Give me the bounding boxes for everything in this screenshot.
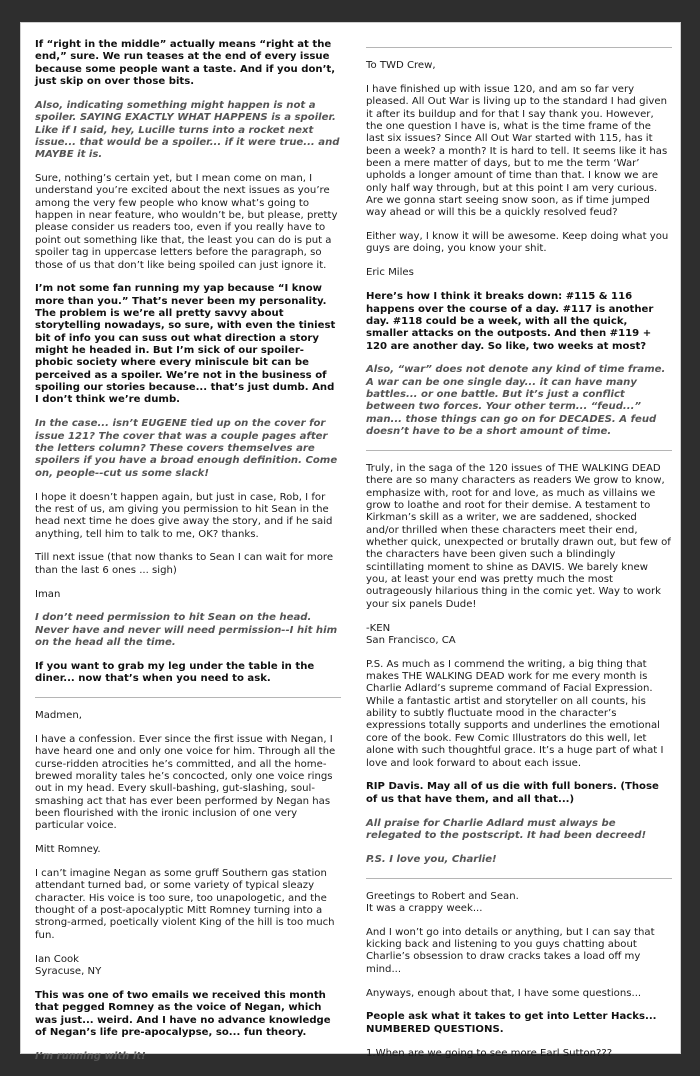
editor-aside: P.S. I love you, Charlie! <box>366 853 497 865</box>
editor-aside: Also, “war” does not denote any kind of time frame. A war can be one single day... it can have many battles... or one battle. But it’s just a conflict between two forces. Your other term... “feud...” man... those things can go on for DECADES. A feud doesn’t have to be a short amount of time. <box>366 364 666 438</box>
letter-paragraph: To TWD Crew, <box>366 60 436 71</box>
letter-paragraph: Mitt Romney. <box>35 844 101 856</box>
editor-aside: Also, indicating something might happen is not a spoiler. SAYING EXACTLY WHAT HAPPENS is a spoiler. Like if I said, hey, Lucille turns into a rocket next issue... that would be a spoiler... if it were true... and MAYBE it is. <box>35 99 340 161</box>
section-divider <box>366 450 672 451</box>
letter-paragraph: Ian Cook Syracuse, NY <box>35 953 102 977</box>
letter-paragraph: Till next issue (that now thanks to Sean I can wait for more than the last 6 ones ... sigh) <box>35 552 334 576</box>
editor-reply: This was one of two emails we received this month that pegged Romney as the voice of Negan, which was just... weird. And I have no advance knowledge of Negan’s life pre-apocalypse, so... fun theory. <box>35 989 331 1038</box>
editor-aside: All praise for Charlie Adlard must always be relegated to the postscript. It had been decreed! <box>366 817 647 841</box>
letter-paragraph: I have a confession. Ever since the first issue with Negan, I have heard one and only one voice for him. Through all the curse-ridden atrocities he’s committed, and all the home-brewed morality tales he’s concocted, only one voice rings out in my head. Every skull-bashing, gut-slashing, soul-smashing act that has ever been performed by Negan has been flourished with the ironic inclusion of one very particular voice. <box>35 733 336 832</box>
section-divider <box>366 878 672 879</box>
editor-aside: I’m running with it! <box>35 1050 146 1062</box>
letter-paragraph: Madmen, <box>35 710 82 722</box>
editor-reply: I’m not some fan running my yap because “I know more than you.” That’s never been my personality. The problem is we’re all pretty savvy about storytelling nowadays, so sure, with even the tiniest bit of info you can suss out what direction a story might he headed in. But I’m sick of our spoiler-phobic society where every miniscule bit can be perceived as a spoiler. We’re not in the business of spoiling our stories because... that’s just dumb. And I don’t think we’re dumb. <box>35 283 336 406</box>
letter-paragraph: Greetings to Robert and Sean. It was a crappy week... <box>366 890 519 914</box>
editor-reply: RIP Davis. May all of us die with full boners. (Those of us that have them, and all that...) <box>366 781 659 805</box>
editor-aside: I don’t need permission to hit Sean on the head. Never have and never will need permission--I hit him on the head all the time. <box>35 612 338 649</box>
letter-paragraph: And I won’t go into details or anything, but I can say that kicking back and listening to you guys chatting about Charlie’s obsession to draw cracks takes a load off my mind... <box>366 926 655 975</box>
editor-reply: If “right in the middle” actually means “right at the end,” sure. We run teases at the end of every issue because some people want a taste. And if you don’t, just skip on over those bits. <box>35 39 336 88</box>
letter-paragraph: 1.When are we going to see more Earl Sutton??? <box>366 1047 613 1059</box>
letter-paragraph: P.S. As much as I commend the writing, a big thing that makes THE WALKING DEAD work for me every month is Charlie Adlard’s supreme command of Facial Expression. While a fantastic artist and storyteller on all counts, his ability to subtly fluctuate mood in the character’s expressions totally supports and underlines the emotional core of the book. Few Comic Illustrators do this well, let alone with such thoughtful grace. It’s a huge part of what I love and look forward to about each issue. <box>366 658 664 769</box>
editor-aside: In the case... isn’t EUGENE tied up on the cover for issue 121? The cover that was a couple pages after the letters column? These covers themselves are spoilers if you have a broad enough definition. Come on, people--cut us some slack! <box>35 418 338 479</box>
letter-paragraph: Iman <box>35 588 61 600</box>
letter-paragraph: Anyways, enough about that, I have some questions... <box>366 987 642 999</box>
letter-paragraph: Either way, I know it will be awesome. Keep doing what you guys are doing, you know your shit. <box>366 231 669 255</box>
letter-paragraph: Sure, nothing’s certain yet, but I mean come on man, I understand you’re excited about the next issues as you’re among the very few people who know what’s going to happen in near feature, who wouldn’t be, but please, pretty please consider us readers too, even if you really have to point out something like that, the least you can do is put a spoiler tag in uppercase letters before the paragraph, so those of us that don’t like being spoiled can just ignore it. <box>35 173 338 271</box>
section-divider <box>35 697 341 698</box>
section-divider <box>366 47 672 48</box>
editor-reply: Here’s how I think it breaks down: #115 & 116 happens over the course of a day. #117 is another day. #118 could be a week, with all the quick, smaller attacks on the outposts. And then #119 + 120 are another day. So like, two weeks at most? <box>366 291 654 352</box>
editor-reply: If you want to grab my leg under the table in the diner... now that’s when you need to ask. <box>35 660 315 685</box>
letter-paragraph: I hope it doesn’t happen again, but just in case, Rob, I for the rest of us, am giving you permission to hit Sean in the head next time he does give away the story, and if he said anything, tell him to talk to me, OK? thanks. <box>35 491 333 540</box>
letters-page <box>20 22 681 1062</box>
right-column <box>366 39 672 1072</box>
letter-paragraph: Eric Miles <box>366 267 414 279</box>
letter-paragraph: I have finished up with issue 120, and am so far very pleased. All Out War is living up to the standard I had given it after its buildup and for that I say thank you. However, the one question I have is, what is the time frame of the last six issues? Since All Out War started with 115, has it been a week? a month? It is hard to tell. It seems like it has been a mere matter of days, but to me the term ‘War’ upholds a longer amount of time than that. I know we are only half way through, but at this point I am very curious. Are we gonna start seeing snow soon, as if time jumped way ahead or will this be a quickly resolved feud? <box>366 83 668 219</box>
left-column <box>35 39 341 1075</box>
editor-reply: People ask what it takes to get into Letter Hacks... NUMBERED QUESTIONS. <box>366 1011 657 1035</box>
letter-paragraph: -KEN San Francisco, CA <box>366 622 456 646</box>
letter-paragraph: I can’t imagine Negan as some gruff Southern gas station attendant turned bad, or some variety of typical sleazy character. His voice is too sure, too unapologetic, and the thought of a post-apocalyptic Mitt Romney turning into a strong-armed, poetically violent King of the hill is too much fun. <box>35 868 335 941</box>
letter-paragraph: Truly, in the saga of the 120 issues of THE WALKING DEAD there are so many characters as readers We grow to know, emphasize with, root for and love, as much as villains we grow to loathe and root for their demise. A testament to Kirkman’s skill as a writer, we are saddened, shocked and/or thrilled when these characters meet their end, whether quick, unexpected or brutally drawn out, but few of the characters have been given such a blindingly scintillating moment to shine as DAVIS. We barely knew you, at least your end was pretty much the most outrageously hilarious thing in the comic yet. Way to work your six panels Dude! <box>366 462 671 610</box>
